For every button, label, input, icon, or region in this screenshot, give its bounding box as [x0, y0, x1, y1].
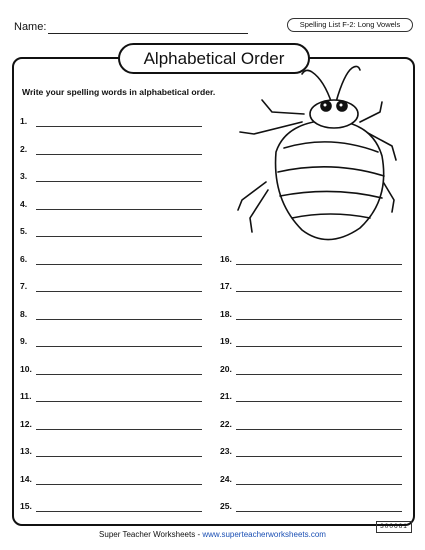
answer-entry	[20, 254, 210, 266]
entry-number: 14.	[20, 473, 32, 484]
answer-entry	[20, 446, 210, 458]
footer	[0, 530, 425, 539]
answer-entry	[220, 391, 410, 403]
answer-entry	[220, 336, 410, 348]
entry-number: 16.	[220, 253, 232, 264]
answer-entry	[20, 336, 210, 348]
answer-entry	[20, 501, 210, 513]
name-label: Name:	[14, 21, 47, 33]
footer-separator: -	[195, 530, 203, 539]
answer-line[interactable]	[236, 401, 402, 402]
answer-entry	[220, 446, 410, 458]
answer-entry	[20, 116, 210, 128]
worksheet-code: 300661	[376, 521, 412, 533]
answer-line[interactable]	[36, 154, 202, 155]
entry-number: 20.	[220, 363, 232, 374]
answer-entry	[20, 474, 210, 486]
answer-entry	[220, 364, 410, 376]
answer-line[interactable]	[236, 456, 402, 457]
answer-line[interactable]	[36, 346, 202, 347]
entry-number: 8.	[20, 308, 28, 319]
name-line[interactable]	[48, 33, 248, 34]
answer-line[interactable]	[236, 429, 402, 430]
answer-line[interactable]	[36, 401, 202, 402]
answer-line[interactable]	[236, 319, 402, 320]
answer-entry	[20, 281, 210, 293]
entry-number: 5.	[20, 226, 28, 236]
answer-entry	[20, 199, 210, 211]
answer-entry	[20, 144, 210, 156]
spelling-list-badge: Spelling List F-2: Long Vowels	[287, 18, 413, 32]
answer-entry	[20, 226, 210, 238]
entry-number: 4.	[20, 198, 28, 209]
answer-line[interactable]	[36, 511, 202, 512]
answer-entry	[220, 254, 410, 266]
entry-number: 13.	[20, 446, 32, 456]
answer-line[interactable]	[36, 484, 202, 485]
entry-number: 2.	[20, 143, 28, 154]
name-row	[14, 21, 46, 33]
entry-number: 22.	[220, 418, 232, 429]
answer-line[interactable]	[236, 291, 402, 292]
bug-icon	[232, 60, 404, 250]
answer-line[interactable]	[36, 236, 202, 237]
answer-entry	[20, 309, 210, 321]
entry-number: 10.	[20, 363, 32, 374]
entry-number: 23.	[220, 446, 232, 456]
entry-number: 7.	[20, 281, 28, 291]
entry-number: 9.	[20, 336, 28, 346]
page-title: Alphabetical Order	[118, 43, 310, 74]
entry-number: 24.	[220, 473, 232, 484]
answer-line[interactable]	[36, 209, 202, 210]
answer-entry	[20, 419, 210, 431]
answer-entry	[20, 171, 210, 183]
answer-line[interactable]	[36, 264, 202, 265]
answer-line[interactable]	[36, 456, 202, 457]
answer-entry	[220, 419, 410, 431]
entry-number: 11.	[20, 391, 32, 401]
entry-number: 17.	[220, 281, 232, 291]
answer-line[interactable]	[36, 319, 202, 320]
entry-number: 21.	[220, 391, 232, 401]
answer-line[interactable]	[36, 126, 202, 127]
answer-line[interactable]	[236, 484, 402, 485]
footer-url[interactable]: www.superteacherworksheets.com	[202, 530, 326, 539]
answer-entry	[220, 309, 410, 321]
answer-line[interactable]	[36, 374, 202, 375]
answer-line[interactable]	[36, 181, 202, 182]
entry-number: 6.	[20, 253, 28, 264]
footer-brand: Super Teacher Worksheets	[99, 530, 196, 539]
entry-number: 25.	[220, 501, 232, 511]
answer-entry	[220, 501, 410, 513]
entry-number: 1.	[20, 116, 28, 126]
answer-line[interactable]	[236, 511, 402, 512]
entry-number: 3.	[20, 171, 28, 181]
answer-line[interactable]	[236, 346, 402, 347]
answer-line[interactable]	[236, 264, 402, 265]
answer-entry	[220, 474, 410, 486]
answer-line[interactable]	[36, 291, 202, 292]
entry-number: 15.	[20, 501, 32, 511]
answer-entry	[20, 391, 210, 403]
entry-number: 19.	[220, 336, 232, 346]
answer-line[interactable]	[36, 429, 202, 430]
instruction-text: Write your spelling words in alphabetical order.	[22, 87, 216, 97]
answer-entry	[220, 281, 410, 293]
entry-number: 18.	[220, 308, 232, 319]
answer-line[interactable]	[236, 374, 402, 375]
entry-number: 12.	[20, 418, 32, 429]
answer-entry	[20, 364, 210, 376]
